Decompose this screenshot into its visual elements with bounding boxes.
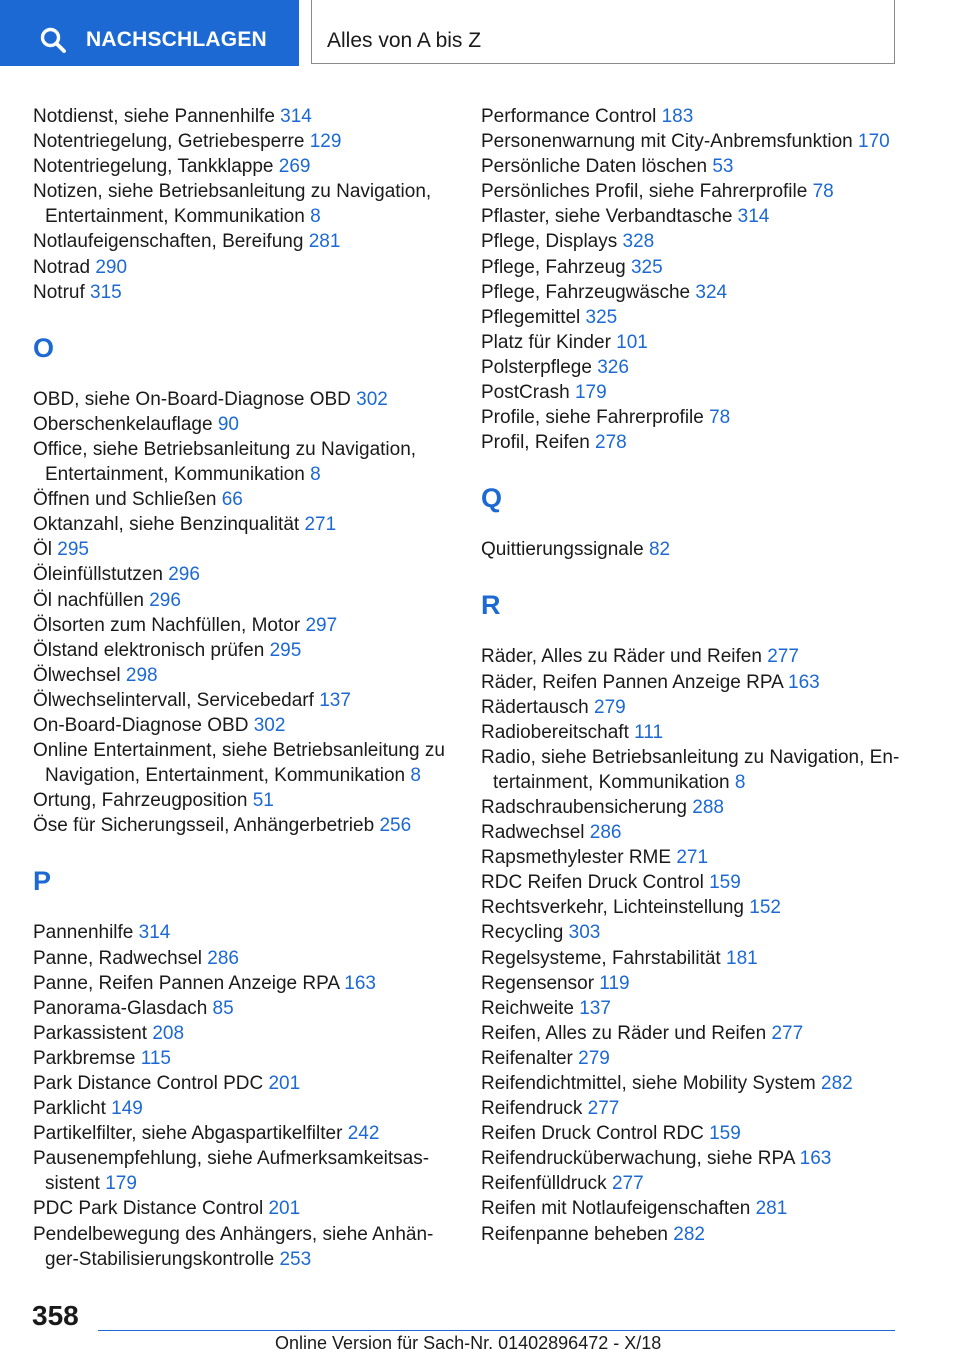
index-entry: [481, 1071, 921, 1096]
index-entry: [33, 813, 453, 838]
index-entry: [33, 280, 453, 305]
index-entry: [481, 720, 921, 745]
index-entry: [33, 487, 453, 512]
index-entry: [33, 512, 453, 537]
page-reference-link[interactable]: 325: [630, 256, 663, 278]
index-entry-term: Office, siehe Betriebsanleitung zu Navigation, Entertainment, Kommunikation: [33, 438, 417, 486]
index-entry-term: Pausenempfehlung, siehe Aufmerksamkeitsassistent: [33, 1148, 430, 1195]
index-entry-term: Reifendichtmittel, siehe Mobility System: [481, 1073, 822, 1094]
page-reference-link[interactable]: 119: [599, 972, 630, 994]
index-entry-term: Notentriegelung, Getriebesperre: [33, 131, 310, 153]
index-entry: [481, 670, 921, 695]
index-entry: [481, 1046, 921, 1071]
index-entry: [481, 1096, 921, 1121]
page-reference-link[interactable]: 129: [309, 131, 342, 153]
page-reference-link[interactable]: 328: [622, 231, 655, 253]
index-entry-term: Pflege, Fahrzeugwäsche: [481, 281, 696, 303]
index-entry: [481, 355, 921, 380]
index-entry-term: Regensensor: [481, 972, 600, 994]
index-entry-term: Rechtsverkehr, Lichteinstellung: [481, 897, 750, 919]
page-reference-link[interactable]: 78: [709, 407, 731, 429]
index-entry-term: Pflegemittel: [481, 306, 586, 328]
footer-divider: [98, 1330, 895, 1331]
index-entry-term: Reifen mit Notlaufeigenschaften: [481, 1198, 756, 1220]
index-entry: [33, 971, 453, 996]
index-letter-heading: O: [33, 332, 55, 363]
page-reference-link[interactable]: 183: [661, 106, 694, 127]
page-reference-link[interactable]: 286: [207, 947, 239, 969]
index-entry-term: Öffnen und Schließen: [33, 489, 222, 511]
page-reference-link[interactable]: 159: [709, 872, 741, 894]
index-entry: [33, 104, 453, 129]
page-reference-link[interactable]: 271: [676, 847, 709, 869]
index-entry: [481, 129, 921, 154]
page-reference-link[interactable]: 253: [279, 1248, 312, 1270]
page-reference-link[interactable]: 85: [212, 997, 234, 1019]
page-reference-link[interactable]: 163: [344, 972, 376, 994]
section-title: Alles von A bis Z: [327, 29, 482, 52]
page-reference-link[interactable]: 8: [310, 206, 321, 228]
index-entry-term: Öl: [33, 539, 58, 561]
page-reference-link[interactable]: 325: [585, 306, 618, 328]
online-version-text: Online Version für Sach-Nr. 01402896472 - X/18: [275, 1333, 662, 1353]
page-reference-link[interactable]: 179: [574, 382, 607, 404]
index-entry: [481, 204, 921, 229]
page-reference-link[interactable]: 297: [305, 614, 338, 636]
index-entry: [33, 613, 453, 638]
index-entry: [481, 695, 921, 720]
index-entry-term: Radwechsel: [481, 822, 590, 844]
index-entry: [33, 437, 453, 487]
index-entry: [33, 1096, 453, 1121]
index-entry-term: PostCrash: [481, 382, 575, 404]
index-entry: [481, 820, 921, 845]
page-reference-link[interactable]: 201: [268, 1198, 301, 1220]
index-entry: [481, 1146, 921, 1171]
page-reference-link[interactable]: 302: [253, 714, 286, 736]
index-entry: [481, 380, 921, 405]
index-entry: [33, 1071, 453, 1096]
index-entry: [481, 946, 921, 971]
page-reference-link[interactable]: 279: [578, 1047, 610, 1069]
index-letter-heading: P: [33, 866, 52, 897]
index-entry-term: Panne, Reifen Pannen Anzeige RPA: [33, 972, 345, 994]
page-reference-link[interactable]: 159: [709, 1123, 741, 1145]
index-entry-term: Oberschenkelauflage: [33, 413, 218, 435]
page-reference-link[interactable]: 256: [379, 815, 412, 837]
page-reference-link[interactable]: 326: [597, 356, 629, 378]
index-entry-term: Radschraubensicherung: [481, 796, 693, 818]
index-entry: [33, 229, 453, 254]
index-entry-term: Pflege, Displays: [481, 231, 623, 253]
index-entry: [33, 1121, 453, 1146]
page-reference-link[interactable]: 315: [90, 281, 122, 303]
index-entry-term: RDC Reifen Druck Control: [481, 872, 710, 894]
index-entry-term: Reifen Druck Control RDC: [481, 1123, 710, 1145]
index-entry-term: Persönliches Profil, siehe Fahrerprofile: [481, 181, 813, 203]
index-entry: [481, 644, 921, 669]
index-entry: [481, 154, 921, 179]
index-entry: [481, 229, 921, 254]
index-entry-term: Ölwechselintervall, Servicebedarf: [33, 689, 320, 711]
index-entry-term: PDC Park Distance Control: [33, 1198, 269, 1220]
page-reference-link[interactable]: 66: [221, 489, 243, 511]
index-entry: [33, 1222, 453, 1272]
index-entry: [33, 129, 453, 154]
index-entry-term: Räder, Alles zu Räder und Reifen: [481, 646, 768, 668]
page-reference-link[interactable]: 51: [252, 790, 274, 812]
index-entry-term: Platz für Kinder: [481, 331, 617, 353]
index-entry-term: Notentriegelung, Tankklappe: [33, 156, 279, 178]
page-reference-link[interactable]: 302: [356, 388, 388, 410]
index-entry: [33, 1196, 453, 1221]
index-entry-term: Ortung, Fahrzeugposition: [33, 790, 253, 812]
page-reference-link[interactable]: 279: [594, 696, 626, 718]
page-reference-link[interactable]: 277: [767, 646, 799, 668]
index-entry: [481, 179, 921, 204]
page-reference-link[interactable]: 170: [858, 131, 890, 153]
index-entry: [481, 405, 921, 430]
index-entry: [481, 1171, 921, 1196]
index-column-right: [481, 104, 921, 1247]
page-reference-link[interactable]: 296: [149, 589, 181, 611]
index-entry: [481, 971, 921, 996]
index-entry-term: OBD, siehe On-Board-Diagnose OBD: [33, 388, 357, 410]
index-entry-term: Ölstand elektronisch prüfen: [33, 639, 270, 661]
page-reference-link[interactable]: 78: [812, 181, 834, 203]
index-entry-term: Öleinfüllstutzen: [33, 564, 169, 586]
index-entry: [481, 430, 921, 455]
index-entry: [481, 795, 921, 820]
index-entry-term: Partikelfilter, siehe Abgaspartikelfilter: [33, 1123, 348, 1145]
index-entry: [33, 946, 453, 971]
index-entry-term: Ölwechsel: [33, 664, 126, 686]
index-entry-term: Radiobereitschaft: [481, 721, 635, 743]
search-icon: [40, 27, 66, 53]
index-entry: [481, 305, 921, 330]
page-reference-link[interactable]: 149: [111, 1098, 143, 1120]
index-entry-term: Persönliche Daten löschen: [481, 156, 713, 178]
index-entry-term: Reichweite: [481, 997, 580, 1019]
index-entry-term: Ölsorten zum Nachfüllen, Motor: [33, 614, 306, 636]
index-letter-heading: R: [481, 590, 501, 621]
index-entry-term: Parklicht: [33, 1098, 112, 1120]
page-reference-link[interactable]: 137: [579, 997, 611, 1019]
page-reference-link[interactable]: 298: [125, 664, 158, 686]
page-reference-link[interactable]: 281: [308, 231, 341, 253]
index-entry-term: Öse für Sicherungsseil, Anhängerbetrieb: [33, 815, 380, 837]
page-reference-link[interactable]: 90: [217, 413, 239, 435]
index-entry: [481, 1121, 921, 1146]
page-reference-link[interactable]: 314: [280, 106, 312, 127]
index-entry-term: Park Distance Control PDC: [33, 1073, 269, 1094]
index-entry-term: Reifendrucküberwachung, siehe RPA: [481, 1148, 800, 1170]
page-reference-link[interactable]: 282: [673, 1223, 705, 1245]
index-entry-term: Online Entertainment, siehe Betriebsanleitung zu Navigation, Entertainment, Kommunikation: [33, 740, 445, 787]
index-entry-term: Regelsysteme, Fahrstabilität: [481, 947, 726, 969]
index-entry-term: Parkassistent: [33, 1022, 153, 1044]
index-entry-term: Notdienst, siehe Pannenhilfe: [33, 106, 281, 127]
index-entry-term: Öl nachfüllen: [33, 589, 150, 611]
index-entry-term: Panorama-Glasdach: [33, 997, 213, 1019]
index-entry: [33, 562, 453, 587]
index-entry-term: Notruf: [33, 281, 91, 303]
index-entry-term: On-Board-Diagnose OBD: [33, 714, 254, 736]
page-reference-link[interactable]: 137: [319, 689, 351, 711]
index-entry: [33, 1146, 453, 1196]
page-reference-link[interactable]: 179: [105, 1173, 137, 1195]
page-reference-link[interactable]: 282: [821, 1073, 853, 1094]
index-entry-term: Rädertausch: [481, 696, 595, 718]
index-entry: [33, 387, 453, 412]
index-entry: [33, 688, 453, 713]
page-reference-link[interactable]: 8: [734, 771, 746, 793]
index-entry: [481, 280, 921, 305]
page-reference-link[interactable]: 201: [268, 1073, 301, 1094]
page-reference-link[interactable]: 163: [788, 671, 820, 693]
page-reference-link[interactable]: 271: [304, 514, 337, 536]
index-entry-term: Notlaufeigenschaften, Bereifung: [33, 231, 309, 253]
nav-label: NACHSCHLAGEN: [86, 28, 267, 51]
index-entry: [33, 663, 453, 688]
section-tab[interactable]: [311, 0, 895, 64]
page-reference-link[interactable]: 303: [568, 922, 601, 944]
index-entry-term: Parkbremse: [33, 1047, 141, 1069]
page-reference-link[interactable]: 314: [737, 206, 770, 228]
index-entry-term: Pflaster, siehe Verbandtasche: [481, 206, 738, 228]
index-entry-term: Reifenalter: [481, 1047, 579, 1069]
index-entry: [481, 745, 921, 795]
page-reference-link[interactable]: 101: [616, 331, 648, 353]
page-reference-link[interactable]: 53: [712, 156, 734, 178]
page-header: [0, 0, 960, 66]
page-reference-link[interactable]: 296: [168, 564, 200, 586]
index-entry-term: Radio, siehe Betriebsanleitung zu Navigation, Entertainment, Kommunikation: [481, 746, 900, 793]
page-reference-link[interactable]: 295: [57, 539, 89, 561]
page-reference-link[interactable]: 163: [799, 1148, 832, 1170]
index-entry: [33, 738, 453, 788]
index-entry: [481, 996, 921, 1021]
index-entry: [481, 1196, 921, 1221]
index-entry: [33, 255, 453, 280]
index-entry-term: Notizen, siehe Betriebsanleitung zu Navigation, Entertainment, Kommunikation: [33, 181, 432, 228]
index-entry: [481, 895, 921, 920]
index-entry: [481, 1021, 921, 1046]
index-entry: [481, 104, 921, 129]
page-reference-link[interactable]: 269: [278, 156, 311, 178]
index-entry-term: Polsterpflege: [481, 356, 598, 378]
index-entry: [481, 330, 921, 355]
page-reference-link[interactable]: 277: [587, 1098, 620, 1120]
page-reference-link[interactable]: 324: [695, 281, 728, 303]
page-reference-link[interactable]: 281: [755, 1198, 788, 1220]
page-reference-link[interactable]: 208: [152, 1022, 185, 1044]
index-entry: [481, 870, 921, 895]
index-entry-term: Panne, Radwechsel: [33, 947, 208, 969]
index-entry-term: Räder, Reifen Pannen Anzeige RPA: [481, 671, 789, 693]
index-entry: [33, 788, 453, 813]
index-entry: [33, 638, 453, 663]
index-entry-term: Personenwarnung mit City-Anbremsfunktion: [481, 131, 859, 153]
index-entry-term: Rapsmethylester RME: [481, 847, 677, 869]
page-number: 358: [32, 1300, 79, 1331]
index-entry-term: Recycling: [481, 922, 569, 944]
index-entry: [33, 537, 453, 562]
index-entry-term: Performance Control: [481, 106, 662, 127]
index-entry-term: Reifen, Alles zu Räder und Reifen: [481, 1022, 772, 1044]
index-entry: [481, 845, 921, 870]
index-entry: [481, 537, 921, 562]
page-reference-link[interactable]: 8: [310, 464, 321, 486]
nachschlagen-button[interactable]: [0, 0, 299, 66]
index-entry: [33, 713, 453, 738]
index-entry: [33, 920, 453, 945]
index-entry-term: Quittierungssignale: [481, 539, 649, 561]
index-entry-term: Oktanzahl, siehe Benzinqualität: [33, 514, 305, 536]
index-entry: [481, 1222, 921, 1247]
page-reference-link[interactable]: 295: [269, 639, 302, 661]
page-reference-link[interactable]: 277: [611, 1173, 644, 1195]
index-entry: [33, 1046, 453, 1071]
index-letter-heading: Q: [481, 483, 503, 514]
page-reference-link[interactable]: 288: [692, 796, 724, 818]
index-entry: [33, 179, 453, 229]
index-entry: [33, 996, 453, 1021]
index-entry-term: Reifendruck: [481, 1098, 588, 1120]
index-entry: [33, 1021, 453, 1046]
page-reference-link[interactable]: 278: [595, 432, 627, 454]
index-entry: [481, 920, 921, 945]
page-reference-link[interactable]: 181: [726, 947, 758, 969]
page-reference-link[interactable]: 111: [634, 721, 664, 743]
page-reference-link[interactable]: 82: [648, 539, 671, 561]
page-reference-link[interactable]: 242: [347, 1123, 380, 1145]
index-entry-term: Notrad: [33, 256, 96, 278]
page-reference-link[interactable]: 115: [140, 1047, 171, 1069]
index-entry-term: Pannenhilfe: [33, 922, 139, 944]
index-entry: [33, 154, 453, 179]
index-entry: [481, 255, 921, 280]
page-reference-link[interactable]: 277: [771, 1022, 804, 1044]
index-entry: [33, 588, 453, 613]
index-entry-term: Profile, siehe Fahrerprofile: [481, 407, 710, 429]
page-reference-link[interactable]: 290: [95, 256, 128, 278]
index-entry: [33, 412, 453, 437]
index-entry-term: Reifenfülldruck: [481, 1173, 612, 1195]
page-reference-link[interactable]: 314: [138, 922, 171, 944]
index-entry-term: Profil, Reifen: [481, 432, 596, 454]
index-entry-term: Pendelbewegung des Anhängers, siehe Anhänger-Stabilisierungskontrolle: [33, 1223, 434, 1270]
index-entry-term: Reifenpanne beheben: [481, 1223, 674, 1245]
index-entry-term: Pflege, Fahrzeug: [481, 256, 631, 278]
index-column-left: [33, 104, 453, 1272]
page-reference-link[interactable]: 286: [589, 822, 622, 844]
page-reference-link[interactable]: 8: [410, 765, 421, 787]
page-reference-link[interactable]: 152: [749, 897, 781, 919]
